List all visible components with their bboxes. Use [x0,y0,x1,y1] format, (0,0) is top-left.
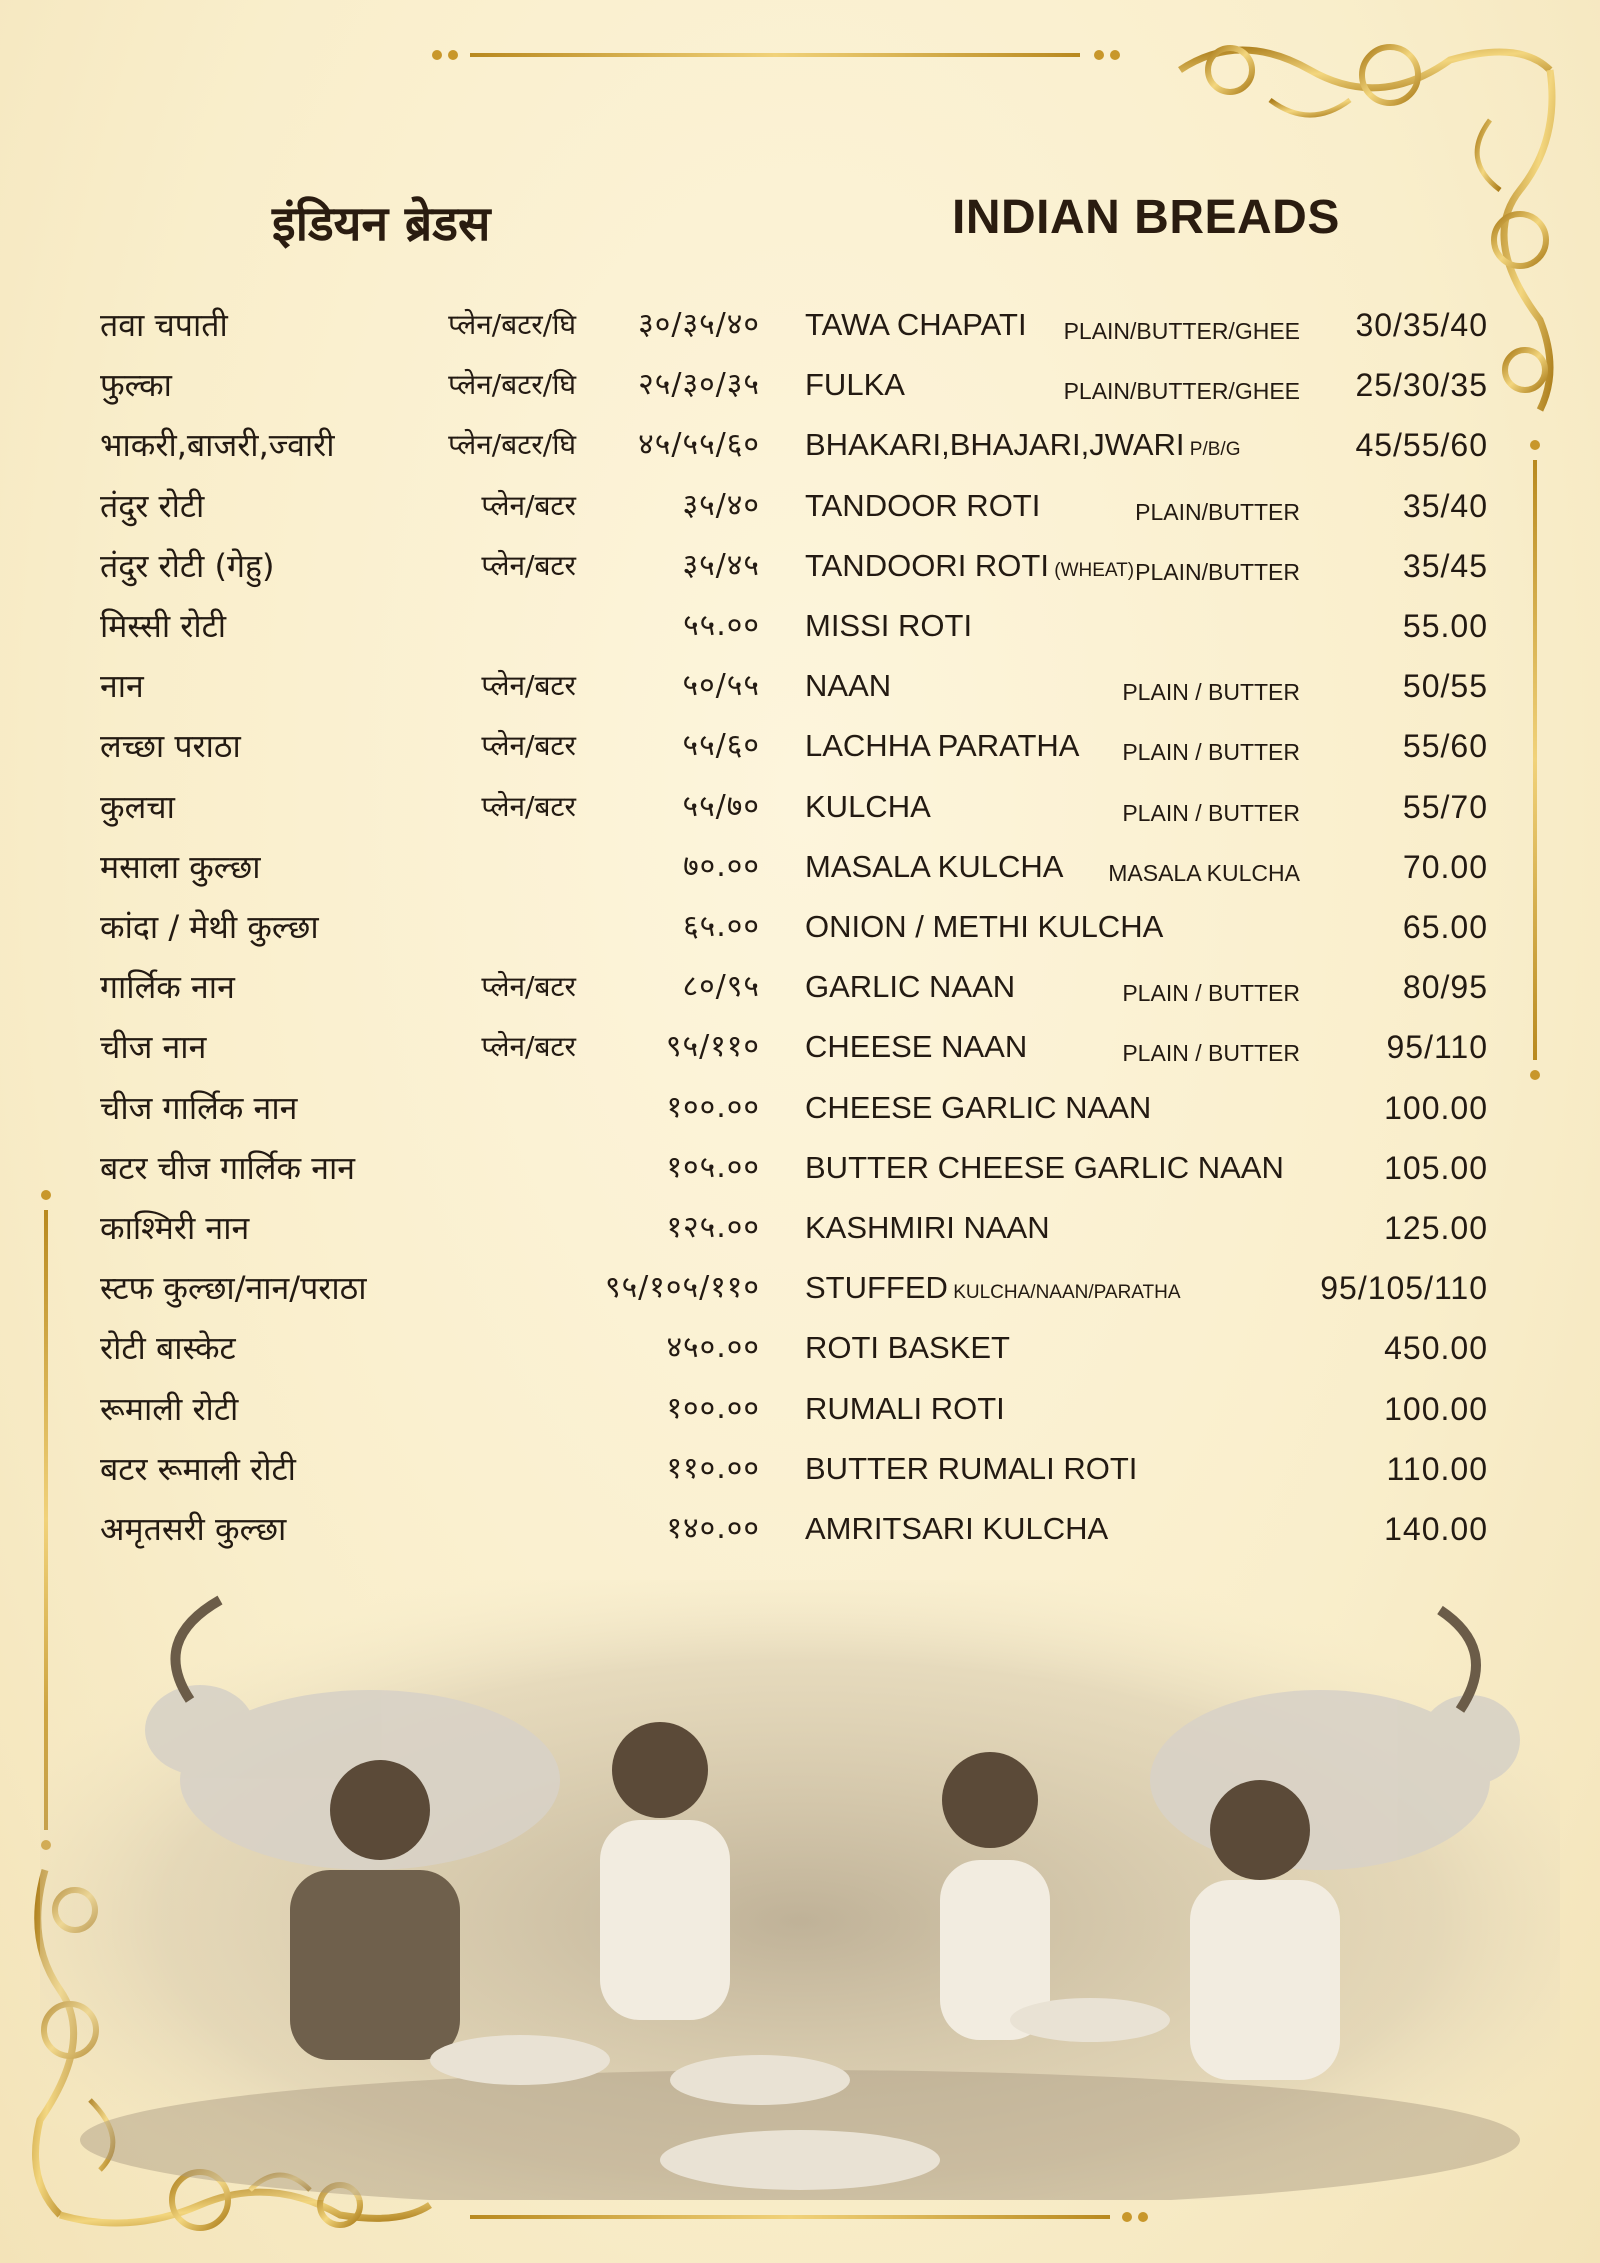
divider-dot [1094,50,1104,60]
menu-item-name-english [805,837,1063,902]
menu-item-name-english-main: GARLIC NAAN [805,969,1016,1004]
menu-item-name-english-main: MISSI ROTI [805,608,973,643]
menu-item-name-english-main: STUFFED [805,1270,948,1305]
menu-item-name-english [805,1258,1181,1323]
menu-item-options-english: PLAIN / BUTTER [1122,980,1300,1006]
menu-item-name-english-main: CHEESE NAAN [805,1029,1028,1064]
menu-item-name-marathi: बटर चीज गार्लिक नान [100,1149,356,1187]
menu-item-price-english: 35/45 [1402,548,1488,584]
menu-item-name-marathi: रोटी बास्केट [100,1329,236,1367]
menu-item-price-english: 65.00 [1402,909,1488,945]
menu-item-name-marathi: चीज नान [100,1028,207,1066]
divider-dot [448,50,458,60]
menu-item-name-marathi: स्टफ कुल्छा/नान/पराठा [100,1269,367,1307]
menu-item-options-english: PLAIN/BUTTER [1135,499,1300,525]
menu-row [0,596,1600,656]
menu-item-name-english-main: LACHHA PARATHA [805,728,1080,763]
menu-item-options-english: PLAIN/BUTTER [1135,559,1300,585]
heading-english: INDIAN BREADS [952,191,1340,244]
menu-row [0,1318,1600,1378]
menu-item-name-marathi: अमृतसरी कुल्छा [100,1510,287,1548]
menu-item-name-english-note: KULCHA/NAAN/PARATHA [947,1282,1181,1303]
menu-item-name-english [805,1017,1027,1082]
menu-item-price-marathi: ४५०.०० [666,1330,760,1365]
menu-item-name-marathi: नान [100,667,144,705]
menu-row [0,1258,1600,1318]
menu-row [0,1017,1600,1077]
menu-item-options-marathi: प्लेन/बटर/घि [448,308,576,341]
menu-item-name-english-main: BUTTER RUMALI ROTI [805,1451,1138,1486]
menu-item-name-english-main: TAWA CHAPATI [805,307,1027,342]
menu-item-name-english-main: KULCHA [805,789,931,824]
menu-item-name-english-main: MASALA KULCHA [805,849,1064,884]
menu-item-name-marathi: मिस्सी रोटी [100,607,227,645]
menu-item-price-english: 140.00 [1384,1511,1488,1547]
menu-item-price-marathi: १००.०० [666,1090,760,1125]
menu-item-name-marathi: कुलचा [100,788,175,826]
menu-item-price-english: 100.00 [1384,1391,1488,1427]
menu-item-name-marathi: काश्मिरी नान [100,1209,250,1247]
menu-item-name-marathi: तंदुर रोटी (गेहु) [100,547,275,585]
menu-item-price-marathi: ७०.०० [683,849,760,884]
menu-item-options-marathi: प्लेन/बटर [481,790,576,823]
menu-item-price-english: 35/40 [1402,488,1488,524]
menu-item-name-english [805,476,1040,541]
menu-row [0,897,1600,957]
menu-item-name-marathi: फुल्का [100,366,172,404]
menu-row [0,716,1600,776]
menu-row [0,295,1600,355]
menu-row [0,837,1600,897]
menu-item-name-english [805,1318,1010,1383]
menu-row [0,476,1600,536]
menu-item-price-marathi: ५०/५५ [682,668,760,703]
menu-item-name-marathi: कांदा / मेथी कुल्छा [100,908,319,946]
bottom-divider-line [470,2215,1110,2219]
menu-item-name-marathi: तंदुर रोटी [100,487,205,525]
menu-item-options-english: PLAIN/BUTTER/GHEE [1063,318,1300,344]
menu-item-name-english-main: ROTI BASKET [805,1330,1010,1365]
menu-item-price-marathi: १४०.०० [666,1511,760,1546]
menu-item-name-english [805,596,972,661]
menu-item-name-english-main: FULKA [805,367,905,402]
heading-marathi: इंडियन ब्रेडस [272,196,491,252]
menu-item-price-english: 95/105/110 [1320,1270,1488,1306]
menu-item-name-english-main: RUMALI ROTI [805,1391,1005,1426]
menu-item-name-english-main: NAAN [805,668,892,703]
menu-item-name-english-main: AMRITSARI KULCHA [805,1511,1109,1546]
divider-dot [1138,2212,1148,2222]
menu-item-price-marathi: ५५/७० [682,789,760,824]
menu-item-name-english [805,957,1015,1022]
men-eating-photo-icon [40,1580,1560,2200]
menu-item-price-english: 80/95 [1402,969,1488,1005]
menu-item-price-english: 110.00 [1386,1451,1488,1487]
menu-item-name-marathi: गार्लिक नान [100,968,235,1006]
menu-item-name-english-main: BUTTER CHEESE GARLIC NAAN [805,1150,1284,1185]
menu-item-price-marathi: ९५/१०५/११० [604,1270,760,1305]
menu-row [0,536,1600,596]
menu-item-price-marathi: ११०.०० [666,1451,760,1486]
menu-item-name-english [805,536,1134,601]
menu-item-name-english [805,1379,1005,1444]
menu-item-name-english [805,295,1027,360]
menu-item-price-marathi: २५/३०/३५ [638,367,760,402]
menu-item-price-english: 125.00 [1384,1210,1488,1246]
menu-item-name-marathi: बटर रूमाली रोटी [100,1450,296,1488]
menu-item-price-english: 95/110 [1386,1029,1488,1065]
menu-item-price-marathi: ४५/५५/६० [638,427,760,462]
menu-item-price-marathi: ३०/३५/४० [638,307,760,342]
menu-item-price-english: 450.00 [1384,1330,1488,1366]
menu-item-options-marathi: प्लेन/बटर [481,970,576,1003]
menu-item-name-marathi: मसाला कुल्छा [100,848,261,886]
menu-item-options-marathi: प्लेन/बटर [481,1030,576,1063]
menu-item-price-english: 50/55 [1402,668,1488,704]
menu-row [0,777,1600,837]
menu-item-price-marathi: १२५.०० [666,1210,760,1245]
menu-item-price-english: 105.00 [1384,1150,1488,1186]
menu-item-name-english [805,1138,1284,1203]
menu-item-name-english [805,716,1079,781]
menu-item-name-english [805,1198,1050,1263]
menu-row [0,415,1600,475]
menu-item-name-english [805,656,891,721]
menu-item-name-english [805,1078,1151,1143]
menu-row [0,1499,1600,1559]
menu-item-price-english: 100.00 [1384,1090,1488,1126]
menu-item-options-english: MASALA KULCHA [1108,860,1300,886]
menu-item-name-english [805,897,1163,962]
menu-item-name-english [805,1439,1137,1504]
menu-item-name-marathi: भाकरी,बाजरी,ज्वारी [100,426,335,464]
menu-item-price-marathi: ९५/११० [665,1029,760,1064]
menu-item-options-marathi: प्लेन/बटर [481,669,576,702]
menu-item-options-english: PLAIN / BUTTER [1122,800,1300,826]
menu-item-price-english: 55/70 [1402,789,1488,825]
menu-item-name-english-note: (WHEAT) [1048,560,1135,581]
menu-item-price-marathi: ६५.०० [683,909,760,944]
menu-item-name-english-note: P/B/G [1184,439,1241,460]
menu-item-price-marathi: १०५.०० [666,1150,760,1185]
top-divider-line [470,53,1080,57]
menu-item-name-english-main: CHEESE GARLIC NAAN [805,1090,1152,1125]
menu-item-price-english: 45/55/60 [1355,427,1488,463]
menu-row [0,1439,1600,1499]
menu-item-options-english: PLAIN / BUTTER [1122,679,1300,705]
menu-item-name-english-main: BHAKARI,BHAJARI,JWARI [805,427,1185,462]
divider-dot [1122,2212,1132,2222]
menu-item-name-marathi: लच्छा पराठा [100,727,241,765]
menu-item-name-english-main: KASHMIRI NAAN [805,1210,1050,1245]
menu-row [0,1198,1600,1258]
menu-item-name-english [805,355,905,420]
menu-item-price-marathi: १००.०० [666,1391,760,1426]
menu-item-options-marathi: प्लेन/बटर/घि [448,368,576,401]
menu-item-name-english-main: TANDOORI ROTI [805,548,1049,583]
menu-item-name-marathi: चीज गार्लिक नान [100,1089,298,1127]
menu-row [0,355,1600,415]
menu-item-options-marathi: प्लेन/बटर [481,729,576,762]
menu-item-name-english [805,1499,1108,1564]
menu-item-price-marathi: ३५/४५ [682,548,760,583]
divider-dot [1110,50,1120,60]
menu-item-options-marathi: प्लेन/बटर/घि [448,428,576,461]
menu-item-price-english: 70.00 [1402,849,1488,885]
menu-item-options-english: PLAIN / BUTTER [1122,1040,1300,1066]
menu-item-price-marathi: ५५.०० [683,608,760,643]
menu-item-price-marathi: ५५/६० [682,728,760,763]
menu-row [0,1379,1600,1439]
menu-item-price-english: 55.00 [1402,608,1488,644]
menu-item-name-english [805,777,931,842]
menu-item-name-english [805,415,1241,480]
menu-item-name-marathi: रूमाली रोटी [100,1390,239,1428]
menu-item-price-english: 55/60 [1402,728,1488,764]
menu-item-price-english: 25/30/35 [1355,367,1488,403]
menu-item-name-marathi: तवा चपाती [100,306,228,344]
menu-item-options-marathi: प्लेन/बटर [481,489,576,522]
menu-item-price-english: 30/35/40 [1355,307,1488,343]
divider-dot [432,50,442,60]
menu-item-price-marathi: ८०/९५ [682,969,760,1004]
menu-item-price-marathi: ३५/४० [682,488,760,523]
menu-item-options-english: PLAIN/BUTTER/GHEE [1063,378,1300,404]
menu-row [0,957,1600,1017]
menu-row [0,656,1600,716]
menu-row [0,1078,1600,1138]
menu-item-options-english: PLAIN / BUTTER [1122,739,1300,765]
menu-row [0,1138,1600,1198]
menu-item-name-english-main: ONION / METHI KULCHA [805,909,1164,944]
menu-item-name-english-main: TANDOOR ROTI [805,488,1041,523]
menu-item-options-marathi: प्लेन/बटर [481,549,576,582]
